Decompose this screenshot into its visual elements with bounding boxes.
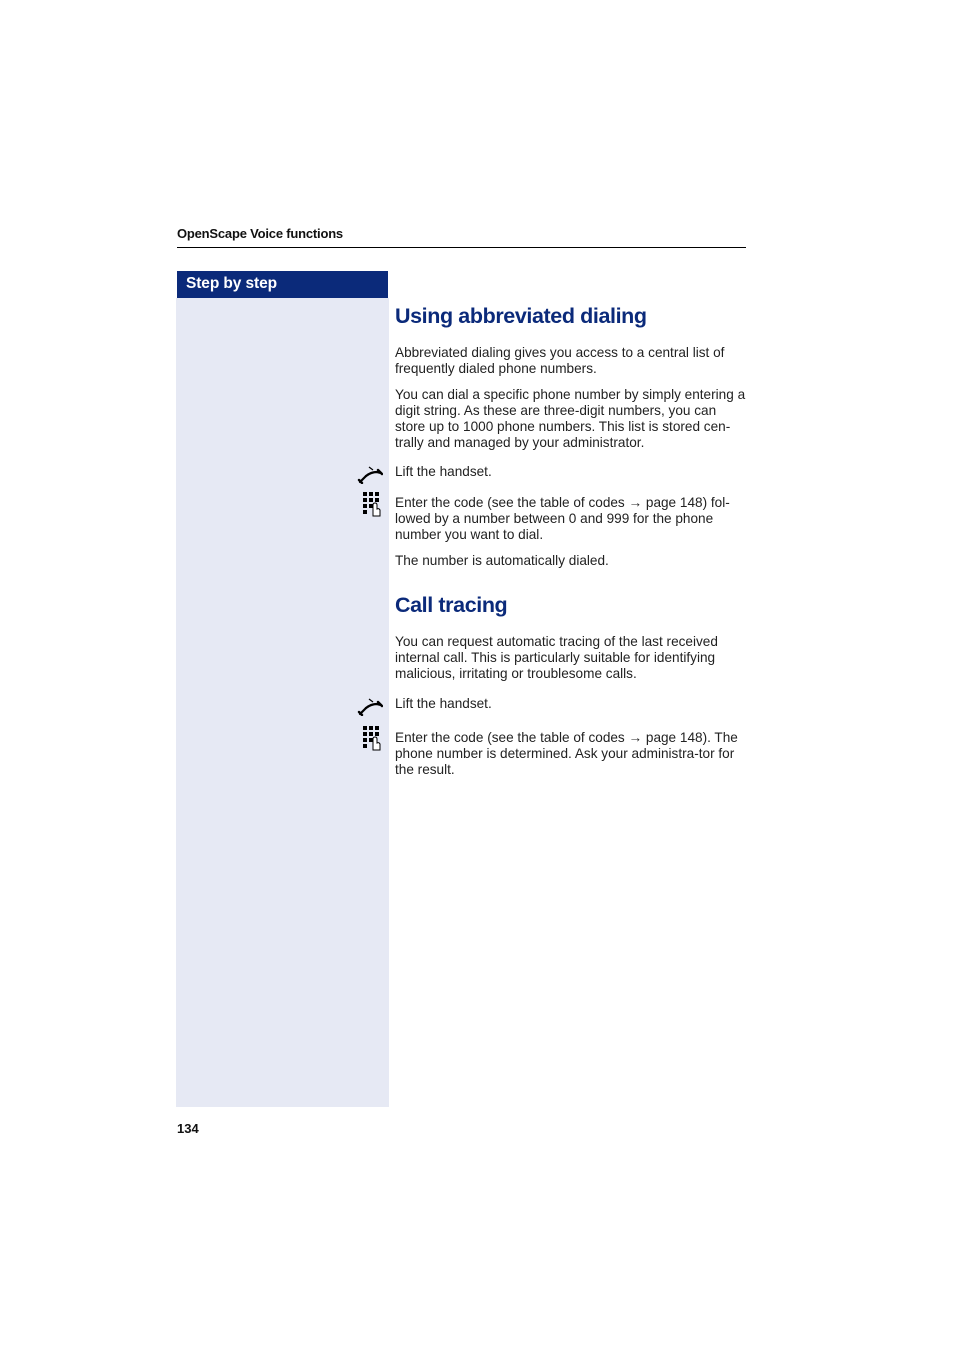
step-by-step-heading: Step by step: [177, 271, 388, 298]
paragraph: You can request automatic tracing of the last received internal call. This is particularly suitable for identifying malicious, irritating or troublesome calls.: [395, 634, 718, 681]
handset-lift-icon: [357, 696, 383, 716]
step-text: Enter the code (see the table of codes → page 148) fol-lowed by a number between 0 and 999 for the phone number you want to dial.: [395, 495, 730, 542]
page-number: 134: [177, 1121, 199, 1136]
step-text: Enter the code (see the table of codes → page 148). The phone number is determined. Ask your administra-tor for the result.: [395, 730, 738, 777]
section-title-call-tracing: Call tracing: [395, 593, 508, 617]
running-header: OpenScape Voice functions: [177, 226, 343, 241]
header-divider: [177, 247, 746, 248]
paragraph: The number is automatically dialed.: [395, 553, 609, 568]
paragraph: You can dial a specific phone number by simply entering a digit string. As these are three-digit numbers, you can store up to 1000 phone numbers. This list is stored cen-trally and managed by your administrator.: [395, 387, 746, 450]
step-text: Lift the handset.: [395, 696, 492, 711]
handset-lift-icon: [357, 464, 383, 484]
keypad-icon: [362, 725, 382, 751]
keypad-icon: [362, 491, 382, 517]
step-text: Lift the handset.: [395, 464, 492, 479]
section-title-abbreviated-dialing: Using abbreviated dialing: [395, 304, 647, 328]
paragraph: Abbreviated dialing gives you access to a central list of frequently dialed phone numbers.: [395, 345, 725, 376]
